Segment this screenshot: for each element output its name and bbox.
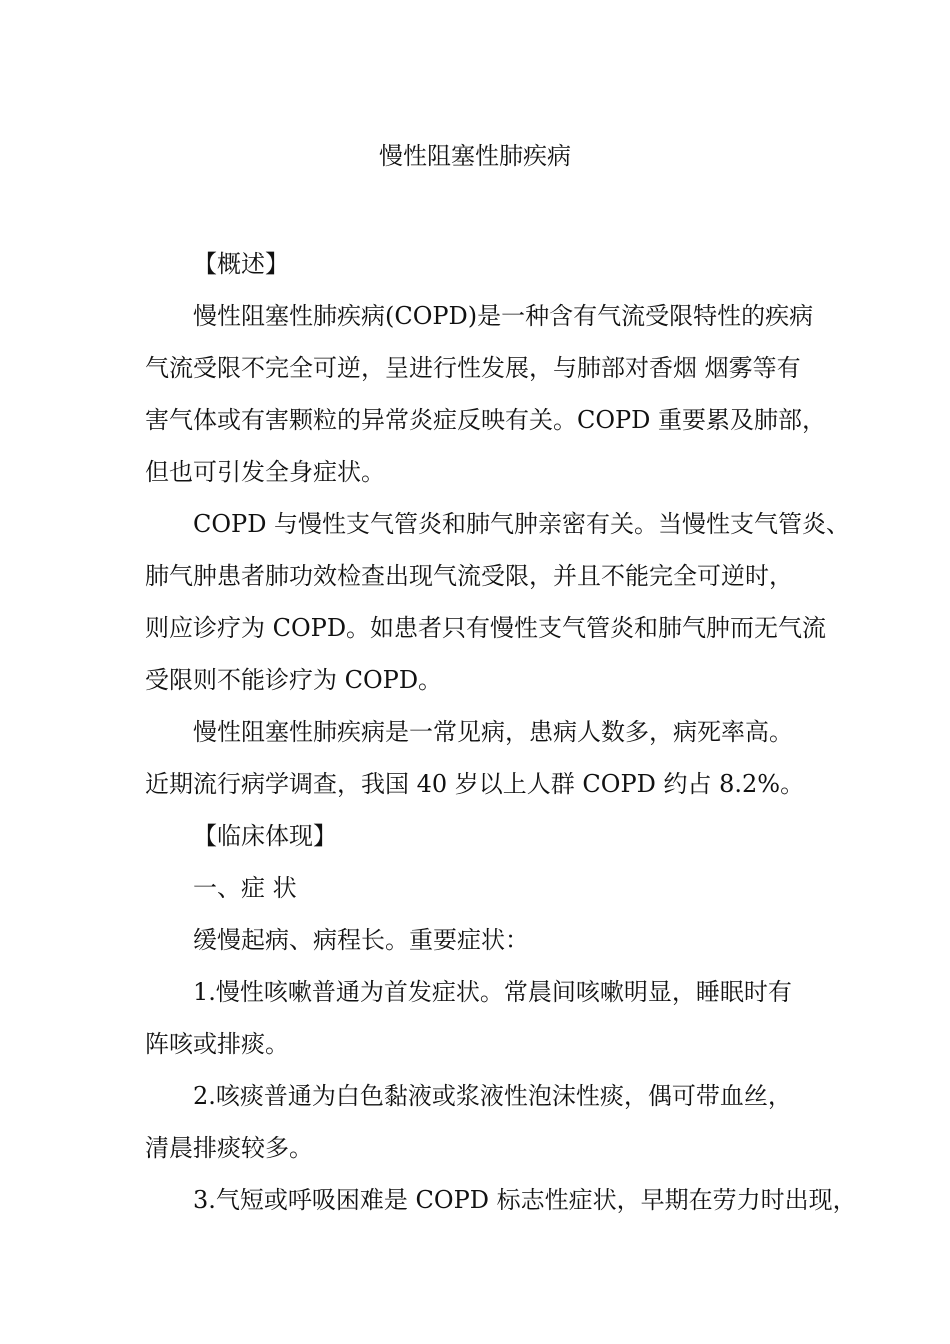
list-item-line: 2.咳痰普通为白色黏液或浆液性泡沫性痰，偶可带血丝，: [193, 1082, 792, 1110]
paragraph-line: 气流受限不完全可逆，呈进行性发展，与肺部对香烟 烟雾等有: [145, 354, 801, 382]
paragraph-line: 肺气肿患者肺功效检查出现气流受限，并且不能完全可逆时，: [145, 562, 793, 590]
paragraph-line: 慢性阻塞性肺疾病(COPD)是一种含有气流受限特性的疾病: [193, 302, 814, 330]
section-heading-clinical: 【临床体现】: [193, 822, 337, 850]
section-heading-overview: 【概述】: [193, 250, 289, 278]
list-item-line: 3.气短或呼吸困难是 COPD 标志性症状，早期在劳力时出现，: [193, 1186, 857, 1214]
list-item-line: 1.慢性咳嗽普通为首发症状。常晨间咳嗽明显，睡眠时有: [193, 978, 792, 1006]
paragraph-line: 受限则不能诊疗为 COPD。: [145, 666, 443, 694]
document-title: 慢性阻塞性肺疾病: [379, 142, 571, 170]
paragraph-line: COPD 与慢性支气管炎和肺气肿亲密有关。当慢性支气管炎、: [193, 510, 851, 538]
paragraph-line: 缓慢起病、病程长。重要症状：: [193, 926, 529, 954]
paragraph-line: 慢性阻塞性肺疾病是一常见病，患病人数多，病死率高。: [193, 718, 793, 746]
paragraph-line: 害气体或有害颗粒的异常炎症反映有关。COPD 重要累及肺部，: [145, 406, 827, 434]
paragraph-line: 则应诊疗为 COPD。如患者只有慢性支气管炎和肺气肿而无气流: [145, 614, 827, 642]
document-body: [145, 238, 857, 1226]
paragraph-line: 但也可引发全身症状。: [145, 458, 385, 486]
list-item-line: 清晨排痰较多。: [145, 1134, 313, 1162]
paragraph-line: 近期流行病学调查，我国 40 岁以上人群 COPD 约占 8.2%。: [145, 770, 805, 798]
list-item-line: 阵咳或排痰。: [145, 1030, 289, 1058]
subsection-heading-symptoms: 一、症 状: [193, 874, 297, 902]
